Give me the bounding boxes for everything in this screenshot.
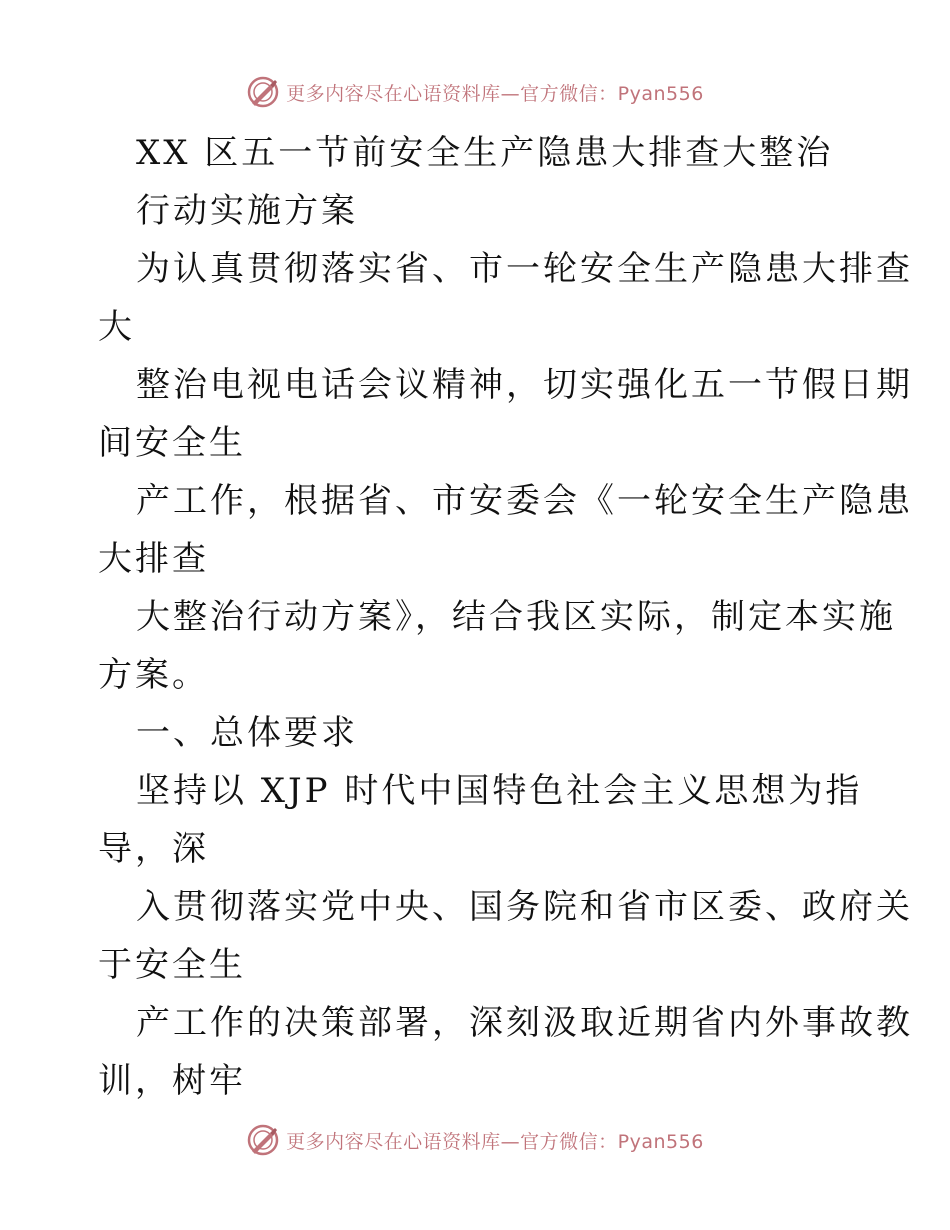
- doc-line: 间安全生: [98, 423, 246, 463]
- doc-line: 大排查: [98, 539, 209, 579]
- doc-line: 大: [98, 307, 135, 347]
- doc-line: 大整治行动方案》，结合我区实际，制定本实施: [136, 597, 896, 637]
- watermark-text: 更多内容尽在心语资料库—官方微信：Pyan556: [286, 82, 704, 105]
- doc-line: 坚持以 XJP 时代中国特色社会主义思想为指: [136, 771, 863, 811]
- pen-logo-icon: [246, 1123, 280, 1157]
- doc-line: 整治电视电话会议精神，切实强化五一节假日期: [136, 365, 913, 405]
- doc-line: 导，深: [98, 829, 209, 869]
- watermark-header: [0, 72, 950, 112]
- section-heading: 一、总体要求: [136, 713, 358, 753]
- doc-line: 方案。: [98, 655, 209, 695]
- document-body: [98, 124, 913, 1110]
- doc-line: XX 区五一节前安全生产隐患大排查大整治: [136, 133, 834, 173]
- watermark-text: 更多内容尽在心语资料库—官方微信：Pyan556: [286, 1130, 704, 1153]
- doc-line: 入贯彻落实党中央、国务院和省市区委、政府关: [136, 887, 913, 927]
- doc-line: 产工作的决策部署，深刻汲取近期省内外事故教: [136, 1003, 913, 1043]
- doc-line: 产工作，根据省、市安委会《一轮安全生产隐患: [136, 481, 913, 521]
- pen-logo-icon: [246, 75, 280, 109]
- doc-line: 训，树牢: [98, 1061, 246, 1101]
- watermark-footer: [0, 1120, 950, 1160]
- doc-line: 于安全生: [98, 945, 246, 985]
- doc-line: 为认真贯彻落实省、市一轮安全生产隐患大排查: [136, 249, 913, 289]
- doc-line: 行动实施方案: [136, 191, 358, 231]
